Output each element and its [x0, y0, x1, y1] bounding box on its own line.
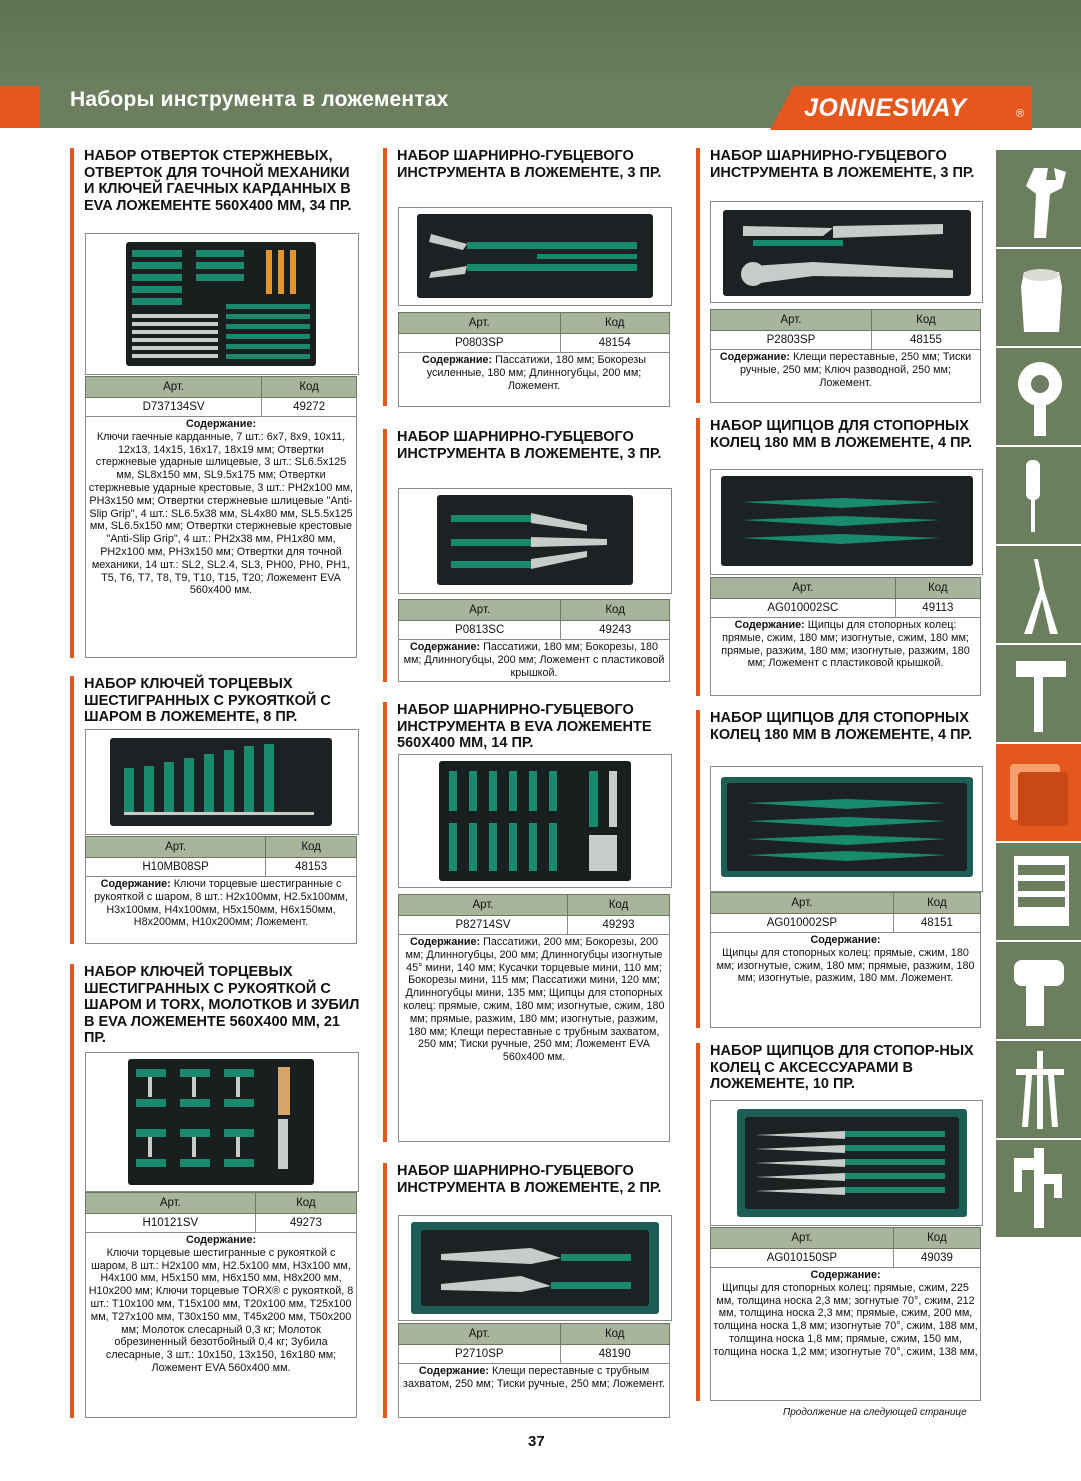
article-number: P2710SP [399, 1345, 561, 1364]
section-bar [383, 1163, 387, 1418]
product-image [398, 488, 672, 594]
tab-wrenches[interactable] [996, 150, 1081, 249]
product-title: НАБОР ЩИПЦОВ ДЛЯ СТОПОРНЫХ КОЛЕЦ 180 ММ В ЛОЖЕМЕНТЕ, 4 ПР. [710, 710, 973, 743]
product-title: НАБОР ОТВЕРТОК СТЕРЖНЕВЫХ, ОТВЕРТОК ДЛЯ ТОЧНОЙ МЕХАНИКИ И КЛЮЧЕЙ ГАЕЧНЫХ КАРДАННЫХ В EVA ЛОЖЕМЕНТЕ 560Х400 ММ, 34 ПР. [84, 148, 352, 214]
screwdriver-icon [1004, 455, 1074, 535]
product-code: 49272 [262, 398, 357, 417]
product-code: 48155 [871, 331, 980, 350]
product-title: НАБОР ШАРНИРНО-ГУБЦЕВОГО ИНСТРУМЕНТА В ЛОЖЕМЕНТЕ, 3 ПР. [397, 148, 662, 181]
product-image [398, 1215, 672, 1321]
article-number: H10MB08SP [86, 858, 266, 877]
product-title: НАБОР ШАРНИРНО-ГУБЦЕВОГО ИНСТРУМЕНТА В ЛОЖЕМЕНТЕ, 3 ПР. [710, 148, 975, 181]
spec-table: Арт. Код P0803SP 48154 [398, 312, 670, 353]
tab-ratchets[interactable] [996, 348, 1081, 447]
spec-table: Арт. Код P82714SV 49293 [398, 894, 670, 935]
product-description: Содержание: Ключи гаечные карданные, 7 шт.: 6х7, 8х9, 10х11, 12х13, 14х15, 16х17, 18х19 мм; Отвертки стержневые ударные шлицевые, 3 шт.: SL6.5х125 мм, SL8х150 мм, SL9.5х175 мм; Отвертки стержневые ударные крестовые, 3 шт.: PH2х100 мм, PH3х150 мм; Отвертки стержневые шлицевые "Anti-Slip Grip", 4 шт.: SL6.5х38 мм, SL4х80 мм, SL5.5х125 мм, SL6.5х150 мм; Отвертки стержневые крестовые "Anti-Slip Grip", 4 шт.: PH2х38 мм, PH1х80 мм, PH2х100 мм, PH3х150 мм; Отвертки для точной механики, 14 шт.: SL2, SL2.4, SL3, PH00, PH0, PH1, T5, T6, T7, T8, T9, T10, T15, T20; Ложемент EVA 560х400 мм. [85, 415, 357, 658]
product-image [85, 233, 359, 375]
product-description: Содержание: Клещи переставные, 250 мм; Тиски ручные, 250 мм; Ключ разводной, 250 мм; Ложемент. [710, 348, 981, 403]
ratchet-icon [1004, 356, 1074, 436]
tab-tool-sets[interactable] [996, 744, 1081, 843]
product-code: 48153 [266, 858, 357, 877]
article-number: H10121SV [86, 1214, 256, 1233]
product-title: НАБОР КЛЮЧЕЙ ТОРЦЕВЫХ ШЕСТИГРАННЫХ С РУКОЯТКОЙ С ШАРОМ И TORX, МОЛОТКОВ И ЗУБИЛ В EVA ЛОЖЕМЕНТЕ 560Х400 ММ, 21 ПР. [84, 964, 360, 1046]
spec-table: Арт. Код P0813SC 49243 [398, 599, 670, 640]
product-code: 49039 [893, 1249, 980, 1268]
article-number: AG010002SP [711, 914, 894, 933]
product-code: 49243 [561, 621, 670, 640]
tab-measuring[interactable] [996, 1140, 1081, 1239]
tool-tray-icon [1004, 752, 1074, 832]
section-bar [696, 418, 700, 696]
article-number: P0813SC [399, 621, 561, 640]
article-number: P0803SP [399, 334, 561, 353]
product-description: Содержание: Пассатижи, 180 мм; Бокорезы, 180 мм; Длинногубцы, 200 мм; Ложемент с пластиковой крышкой. [398, 638, 670, 682]
category-sidebar [996, 150, 1081, 1430]
impact-wrench-icon [1004, 950, 1074, 1030]
product-code: 48190 [560, 1345, 670, 1364]
product-code: 48151 [893, 914, 980, 933]
section-bar [696, 1043, 700, 1401]
product-description: Содержание: Щипцы для стопорных колец: прямые, сжим, 225 мм, толщина носка 2,3 мм; зогнутые 70°, сжим, 212 мм, толщина носка 2,3 мм; прямые, сжим, 200 мм, толщина носка 1,8 мм; изогнутые 70°, сжим, 188 мм, толщина носка 1,8 мм; прямые, сжим, 150 мм, толщина носка 1,2 мм; изогнутые 70°, сжим, 138 мм, [710, 1266, 981, 1401]
section-bar [70, 148, 74, 658]
section-bar [383, 148, 387, 406]
product-description: Содержание: Клещи переставные с трубным захватом, 250 мм; Тиски ручные, 250 мм; Ложемент. [398, 1362, 670, 1418]
product-code: 48154 [560, 334, 670, 353]
product-description: Содержание: Щипцы для стопорных колец: прямые, сжим, 180 мм; изогнутые, сжим, 180 мм; прямые, разжим, 180 мм; изогнутые, разжим, 180 мм; Ложемент с пластиковой крышкой. [710, 616, 981, 696]
product-image [398, 754, 672, 888]
product-image [398, 207, 672, 306]
spec-table: Арт. Код P2710SP 48190 [398, 1323, 670, 1364]
spec-table: Арт. Код D737134SV 49272 [85, 376, 357, 417]
product-title: НАБОР ШАРНИРНО-ГУБЦЕВОГО ИНСТРУМЕНТА В EVA ЛОЖЕМЕНТЕ 560Х400 ММ, 14 ПР. [397, 702, 652, 751]
tab-pullers[interactable] [996, 1041, 1081, 1140]
article-number: P82714SV [399, 916, 568, 935]
spec-table: Арт. Код P2803SP 48155 [710, 309, 981, 350]
product-code: 49273 [255, 1214, 356, 1233]
spec-table: Арт. Код H10MB08SP 48153 [85, 836, 357, 877]
section-bar [696, 710, 700, 1028]
product-title: НАБОР КЛЮЧЕЙ ТОРЦЕВЫХ ШЕСТИГРАННЫХ С РУКОЯТКОЙ С ШАРОМ В ЛОЖЕМЕНТЕ, 8 ПР. [84, 676, 331, 725]
article-number: D737134SV [86, 398, 262, 417]
wrench-icon [1004, 158, 1074, 238]
article-number: AG010150SP [711, 1249, 894, 1268]
brand-name: JONNESWAY [804, 94, 967, 122]
product-code: 49293 [568, 916, 670, 935]
product-title: НАБОР ЩИПЦОВ ДЛЯ СТОПОРНЫХ КОЛЕЦ 180 ММ В ЛОЖЕМЕНТЕ, 4 ПР. [710, 418, 973, 451]
pliers-icon [1004, 554, 1074, 634]
page-title: Наборы инструмента в ложементах [70, 88, 449, 111]
product-image [85, 1052, 359, 1192]
socket-icon [1004, 257, 1074, 337]
hammer-icon [1004, 653, 1074, 733]
product-description: Содержание: Ключи торцевые шестигранные с рукояткой с шаром, 8 шт.: H2х100мм, H2.5х100мм, H3х100мм, H4х100мм, H5х150мм, H6х150мм, H8х200мм, H10х200мм; Ложемент. [85, 875, 357, 944]
spec-table: Арт. Код AG010150SP 49039 [710, 1227, 981, 1268]
tab-hammers[interactable] [996, 645, 1081, 744]
tab-pliers[interactable] [996, 546, 1081, 645]
section-bar [383, 429, 387, 682]
article-number: P2803SP [711, 331, 872, 350]
product-image [710, 469, 983, 575]
article-number: AG010002SC [711, 599, 896, 618]
product-title: НАБОР ШАРНИРНО-ГУБЦЕВОГО ИНСТРУМЕНТА В ЛОЖЕМЕНТЕ, 2 ПР. [397, 1163, 662, 1196]
product-image [85, 729, 359, 835]
product-description: Содержание: Ключи торцевые шестигранные с рукояткой с шаром, 8 шт.: H2х100 мм, H2.5х100 мм, H3х100 мм, H4х100 мм, H5х150 мм, H6х150 мм, H8х200 мм, H10х200 мм; Ключи торцевые TORX® с рукояткой, 8 шт.: T10х100 мм, T15х100 мм, T20х100 мм, T25х100 мм, T27х100 мм, T30х150 мм, T45х200 мм, T50х200 мм; Молоток слесарный 0,3 кг; Молоток обрезиненный безотбойный 0,4 кг; Зубила слесарные, 3 шт.: 10х150, 13х150, 16х180 мм; Ложемент EVA 560х400 мм. [85, 1231, 357, 1418]
caliper-icon [1004, 1148, 1074, 1228]
continued-note: Продолжение на следующей странице [783, 1407, 967, 1418]
product-description: Содержание: Пассатижи, 200 мм; Бокорезы, 200 мм; Длинногубцы, 200 мм; Длинногубцы изогнутые 45° мини, 140 мм; Кусачки торцевые мини, 110 мм; Бокорезы мини, 115 мм; Пассатижи мини, 120 мм; Длинногубцы мини, 135 мм; Щипцы для стопорных колец: прямые, сжим, 180 мм; изогнутые, сжим, 180 мм; прямые, разжим, 180 мм; изогнутые, разжим, 180 мм; Клещи переставные с трубным захватом, 250 мм; Тиски ручные, 250 мм; Ложемент EVA 560х400 мм. [398, 933, 670, 1142]
product-description: Содержание: Пассатижи, 180 мм; Бокорезы усиленные, 180 мм; Длинногубцы, 200 мм; Ложемент. [398, 351, 670, 407]
product-code: 49113 [895, 599, 980, 618]
section-bar [383, 702, 387, 1142]
product-image [710, 1100, 983, 1226]
product-image [710, 766, 983, 892]
spec-table: Арт. Код AG010002SC 49113 [710, 577, 981, 618]
product-description: Содержание: Щипцы для стопорных колец: прямые, сжим, 180 мм; изогнутые, сжим, 180 мм; прямые, разжим, 180 мм; изогнутые, разжим, 180 мм. Ложемент. [710, 931, 981, 1028]
brand-logo: JONNESWAY ® [770, 86, 1032, 130]
tab-tool-cabinets[interactable] [996, 843, 1081, 942]
section-bar [70, 964, 74, 1418]
tab-sockets[interactable] [996, 249, 1081, 348]
section-bar [696, 148, 700, 403]
product-title: НАБОР ЩИПЦОВ ДЛЯ СТОПОР-НЫХ КОЛЕЦ С АКСЕССУАРАМИ В ЛОЖЕМЕНТЕ, 10 ПР. [710, 1043, 974, 1092]
spec-table: Арт. Код H10121SV 49273 [85, 1192, 357, 1233]
spec-table: Арт. Код AG010002SP 48151 [710, 892, 981, 933]
header-accent [0, 86, 40, 128]
tool-cabinet-icon [1004, 851, 1074, 931]
product-title: НАБОР ШАРНИРНО-ГУБЦЕВОГО ИНСТРУМЕНТА В ЛОЖЕМЕНТЕ, 3 ПР. [397, 429, 662, 462]
tab-pneumatic[interactable] [996, 942, 1081, 1041]
page-number: 37 [528, 1433, 545, 1450]
puller-icon [1004, 1049, 1074, 1129]
product-image [710, 201, 983, 303]
tab-screwdrivers[interactable] [996, 447, 1081, 546]
section-bar [70, 676, 74, 944]
